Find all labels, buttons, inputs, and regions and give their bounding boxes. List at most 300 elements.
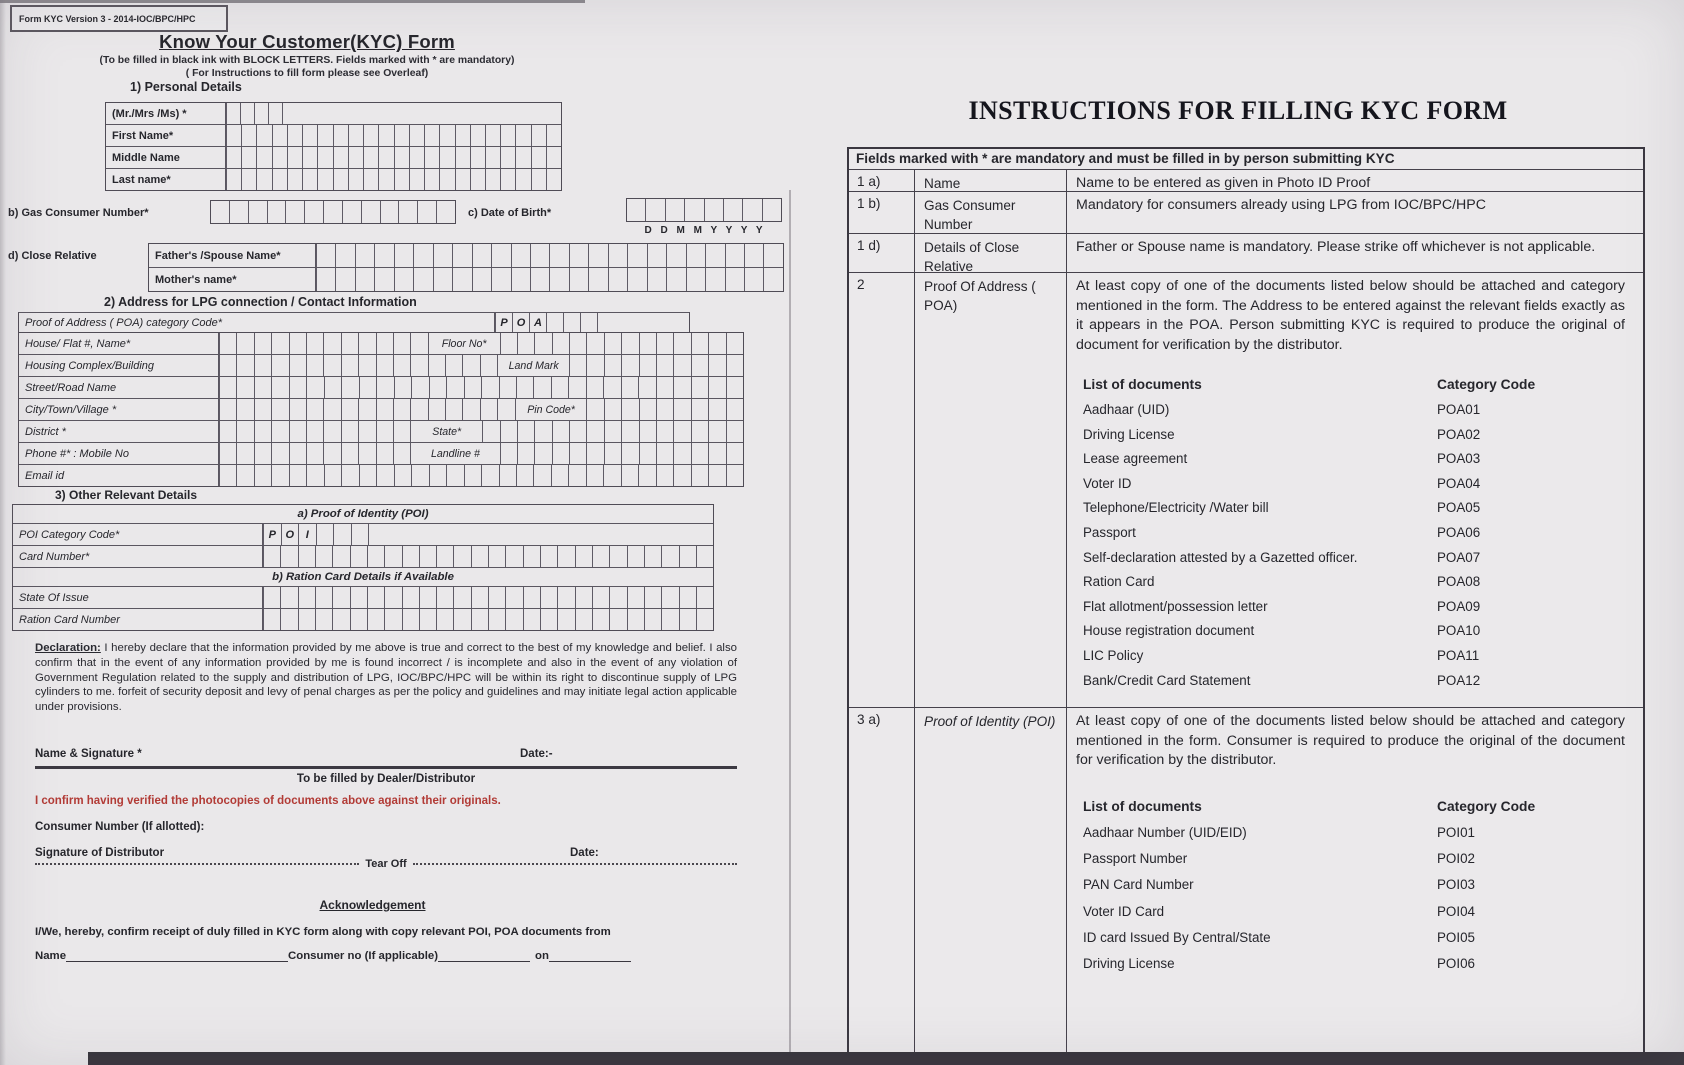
char-box [455,169,470,190]
char-box [298,546,315,567]
instructions-table [847,147,1645,1065]
char-box [656,443,673,464]
document-category-code: POA06 [1437,524,1481,540]
char-box [445,399,462,420]
char-box [289,399,306,420]
char-box [402,546,419,567]
char-box [409,125,424,146]
close-relative-table [148,243,784,292]
char-box [725,244,744,267]
char-box-group [569,355,743,376]
char-box [551,377,568,398]
char-box [287,125,302,146]
char-box [272,169,287,190]
char-box [691,399,708,420]
document-name: House registration document [1083,623,1255,639]
char-box [229,201,248,223]
char-box [686,244,705,267]
char-box-group [263,524,368,545]
gas-consumer-number-label: b) Gas Consumer Number* [8,207,149,219]
char-box [219,399,236,420]
char-box [413,244,432,267]
date-of-birth-label: c) Date of Birth* [468,207,552,219]
char-box [256,125,271,146]
char-box [367,587,384,608]
char-box [726,377,743,398]
dealer-section-divider [35,766,737,769]
char-box [726,399,743,420]
consumer-number-allotted-label: Consumer Number (If allotted): [35,821,205,833]
char-box [708,465,725,486]
char-box [533,377,550,398]
document-category-code: POI04 [1437,903,1475,919]
char-box [236,421,253,442]
char-box [256,147,271,168]
instruction-description [1067,192,1643,233]
instruction-description [1067,708,1643,1065]
char-box [621,399,638,420]
char-box [708,443,725,464]
inline-field-label: Pin Code* [515,399,587,420]
char-box [665,199,684,221]
char-box [341,443,358,464]
declaration-label: Declaration: [35,642,101,654]
char-box [240,103,254,124]
char-box [439,169,454,190]
char-box [511,268,530,291]
char-box [580,313,597,332]
char-box [485,125,500,146]
char-box [384,609,401,630]
ack-consumer-label: Consumer no (If applicable) [288,950,439,962]
char-box [530,268,549,291]
instruction-description [1067,234,1643,272]
char-box [333,169,348,190]
char-box [428,355,445,376]
char-box [306,465,323,486]
ack-name-label: Name [35,950,67,962]
document-list-item [1083,928,1625,947]
char-box [499,465,516,486]
char-box [298,609,315,630]
char-box [609,546,626,567]
document-list-item [1083,621,1625,640]
char-box [436,546,453,567]
document-name: Passport Number [1083,851,1188,867]
document-name: Aadhaar (UID) [1083,401,1170,417]
char-box [609,587,626,608]
instruction-field-name: Gas Consumer Number [915,192,1067,233]
char-box [742,199,761,221]
char-box [306,421,323,442]
char-box-group [316,244,783,267]
char-box [280,546,297,567]
char-box [333,524,351,545]
char-box [540,609,557,630]
char-box [394,465,411,486]
char-box [304,201,323,223]
char-box [289,377,306,398]
char-box [568,465,585,486]
char-box [263,609,280,630]
document-category-code: POA10 [1437,623,1481,639]
close-relative-label: d) Close Relative [8,250,97,262]
char-box [500,169,515,190]
document-list-item [1083,646,1625,665]
document-list-item [1083,498,1625,517]
document-name: Telephone/Electricity /Water bill [1083,500,1269,516]
char-box [644,587,661,608]
relative-row-label: Father's /Spouse Name* [149,244,316,267]
char-box [306,399,323,420]
char-box [691,333,708,354]
instruction-row [849,233,1643,272]
char-box [534,333,551,354]
char-box [500,421,517,442]
char-box [280,587,297,608]
inline-field-label: Landline # [410,443,499,464]
char-box [315,546,332,567]
document-list-item [1083,849,1625,868]
address-row [19,420,743,442]
char-box [523,609,540,630]
document-list [1083,375,1625,689]
char-box [586,333,603,354]
char-box [491,268,510,291]
char-box [491,244,510,267]
char-box [644,546,661,567]
char-box [393,333,410,354]
char-box [696,609,713,630]
char-box [341,355,358,376]
declaration-paragraph [35,641,737,715]
char-box [517,443,534,464]
char-box [445,355,462,376]
document-category-code: POI03 [1437,877,1475,893]
char-box [342,201,361,223]
personal-details-table [105,102,562,191]
inline-field-label: Land Mark [497,355,569,376]
char-box [358,443,375,464]
char-box [673,421,690,442]
scan-edge-artifact-left [0,0,6,1065]
char-box [763,244,782,267]
address-row [19,333,743,354]
char-box [333,147,348,168]
form-title: Know Your Customer(KYC) Form [159,31,455,52]
char-box [361,201,380,223]
char-box [656,377,673,398]
char-box [540,587,557,608]
char-box-group [211,201,455,223]
document-list-header [1083,797,1625,816]
document-list-item [1083,954,1625,973]
char-box [656,333,673,354]
ration-row [13,586,713,608]
char-box [358,333,375,354]
char-box [464,377,481,398]
page-fold-line [789,190,791,1065]
char-box-group [500,443,743,464]
char-box [725,268,744,291]
form-version-box [10,5,228,32]
char-box [639,355,656,376]
char-box [271,443,288,464]
char-box [409,169,424,190]
char-box [499,377,516,398]
char-box [744,244,763,267]
ack-consumer-blank [438,948,530,962]
char-box [374,244,393,267]
document-name: Voter ID [1083,475,1132,491]
char-box [482,421,499,442]
char-box [254,421,271,442]
char-box [429,465,446,486]
address-row [19,354,743,376]
char-box [341,421,358,442]
char-box [604,333,621,354]
char-box [271,333,288,354]
char-box [341,377,358,398]
personal-row-label: First Name* [106,125,226,146]
char-box [226,147,241,168]
char-box [568,377,585,398]
char-box [470,147,485,168]
char-box [592,587,609,608]
char-box [726,333,743,354]
document-list-item [1083,902,1625,921]
scan-edge-artifact-top [0,0,585,3]
ration-row-label: Ration Card Number [13,609,263,630]
char-box [380,201,399,223]
char-box [452,244,471,267]
char-box [661,609,678,630]
char-box [358,355,375,376]
char-box: O [281,524,299,545]
address-table [18,332,744,487]
category-code-header: Category Code [1437,798,1536,814]
char-box [433,268,452,291]
char-box [376,355,393,376]
char-box-group [219,421,410,442]
char-box [627,609,644,630]
char-box [470,169,485,190]
char-box [586,465,603,486]
char-box [480,399,497,420]
char-box [549,244,568,267]
char-box [287,169,302,190]
instruction-field-name: Proof Of Address ( POA) [915,273,1067,707]
char-box [604,421,621,442]
char-box [332,609,349,630]
char-box-group [226,147,561,168]
ack-on-blank [549,948,631,962]
char-box [315,587,332,608]
document-category-code: POA05 [1437,500,1481,516]
char-box [470,125,485,146]
char-box [226,125,241,146]
char-box [621,377,638,398]
char-box [271,355,288,376]
char-box [348,125,363,146]
document-list-item [1083,875,1625,894]
distributor-date-label: Date: [570,847,599,859]
char-box [272,125,287,146]
char-box-group [226,125,561,146]
char-box [348,147,363,168]
char-box [394,244,413,267]
instruction-row-id: 1 b) [849,192,915,233]
char-box [586,355,603,376]
section-other-details-heading: 3) Other Relevant Details [55,488,198,502]
document-category-code: POA08 [1437,574,1481,590]
list-of-documents-header: List of documents [1083,798,1202,814]
instruction-row-id: 1 a) [849,170,915,191]
date-of-birth-boxes [626,198,782,222]
char-box [374,268,393,291]
char-box [411,377,428,398]
poi-and-ration-table [12,504,714,631]
category-code-header: Category Code [1437,377,1536,393]
document-category-code: POI05 [1437,929,1475,945]
char-box [588,244,607,267]
char-box [531,125,546,146]
char-box [324,377,341,398]
char-box [462,355,479,376]
char-box [256,169,271,190]
char-box [410,355,427,376]
char-box-group [500,333,743,354]
personal-row [106,103,561,124]
char-box [679,609,696,630]
char-box [726,421,743,442]
char-box [645,199,664,221]
address-row [19,464,743,486]
char-box [563,313,580,332]
ack-on-label: on [535,950,549,962]
char-box [436,609,453,630]
char-box [540,546,557,567]
char-box-group [263,546,713,567]
personal-row-label: Middle Name [106,147,226,168]
char-box [236,399,253,420]
char-box [505,587,522,608]
char-box: A [529,313,546,332]
instruction-text: Mandatory for consumers already using LPG from IOC/BPC/HPC [1076,197,1487,213]
address-row-label: Email id [19,465,219,486]
char-box [323,355,340,376]
char-box [691,355,708,376]
form-subtitle-1: (To be filled in black ink with BLOCK LETTERS. Fields marked with * are mandatory) [99,55,515,66]
document-category-code: POI02 [1437,851,1475,867]
char-box [546,147,561,168]
char-box [531,169,546,190]
declaration-text: I hereby declare that the information provided by me above is true and correct to the best of my knowledge and belief. I also confirm that in the event of any information provided by me is found incorrect / is incomplete and also in the event of any violation of Government Regulation related to the supply and distribution of LPG, IOC/BPC/HPC will be within its right to discontinue supply of LPG cylinders to me. forfeit of security deposit and levy of penal charges as per the policy and guidelines and may initiate legal action applicable under provisions. [35,642,737,714]
card-number-label: Card Number* [13,546,263,567]
char-box [726,443,743,464]
char-box [666,244,685,267]
char-box [302,147,317,168]
char-box [471,546,488,567]
signature-date-label: Date:- [520,748,553,760]
char-box [523,587,540,608]
char-box [763,268,782,291]
char-box [533,465,550,486]
char-box [534,443,551,464]
char-box [419,587,436,608]
char-box [219,421,236,442]
char-box [289,355,306,376]
char-box [316,244,335,267]
char-box-group [219,443,410,464]
document-name: ID card Issued By Central/State [1083,929,1271,945]
char-box [306,377,323,398]
char-box [436,201,455,223]
char-box [679,587,696,608]
document-category-code: POA03 [1437,451,1481,467]
char-box [552,443,569,464]
char-box [516,465,533,486]
char-box [603,377,620,398]
char-box [472,244,491,267]
char-box [639,333,656,354]
char-box [673,443,690,464]
personal-row [106,168,561,190]
instruction-row-id: 2 [849,273,915,707]
char-box [639,443,656,464]
char-box [569,421,586,442]
char-box [248,201,267,223]
char-box [271,421,288,442]
name-signature-label: Name & Signature * [35,748,142,760]
blank-cell [368,524,713,545]
char-box [236,377,253,398]
char-box [656,465,673,486]
char-box-group [482,421,743,442]
char-box [394,377,411,398]
document-name: Driving License [1083,426,1175,442]
section-personal-details-heading: 1) Personal Details [130,80,242,94]
date-of-birth-format-legend: D D M M Y Y Y Y [644,225,764,236]
char-box [462,399,479,420]
char-box [696,587,713,608]
char-box [376,399,393,420]
char-box [621,465,638,486]
char-box [592,609,609,630]
char-box [621,333,638,354]
char-box [306,333,323,354]
char-box [455,147,470,168]
char-box [236,333,253,354]
relative-row [149,267,783,291]
document-list [1083,797,1625,973]
document-list-item [1083,400,1625,419]
char-box [316,268,335,291]
char-box [254,465,271,486]
instruction-row [849,272,1643,707]
char-box [647,268,666,291]
char-box [378,147,393,168]
char-box [289,443,306,464]
char-box [549,268,568,291]
char-box [424,147,439,168]
char-box [684,199,703,221]
char-box [546,169,561,190]
document-name: Aadhaar Number (UID/EID) [1083,824,1247,840]
personal-row-label: Last name* [106,169,226,190]
char-box [219,465,236,486]
char-box [639,399,656,420]
